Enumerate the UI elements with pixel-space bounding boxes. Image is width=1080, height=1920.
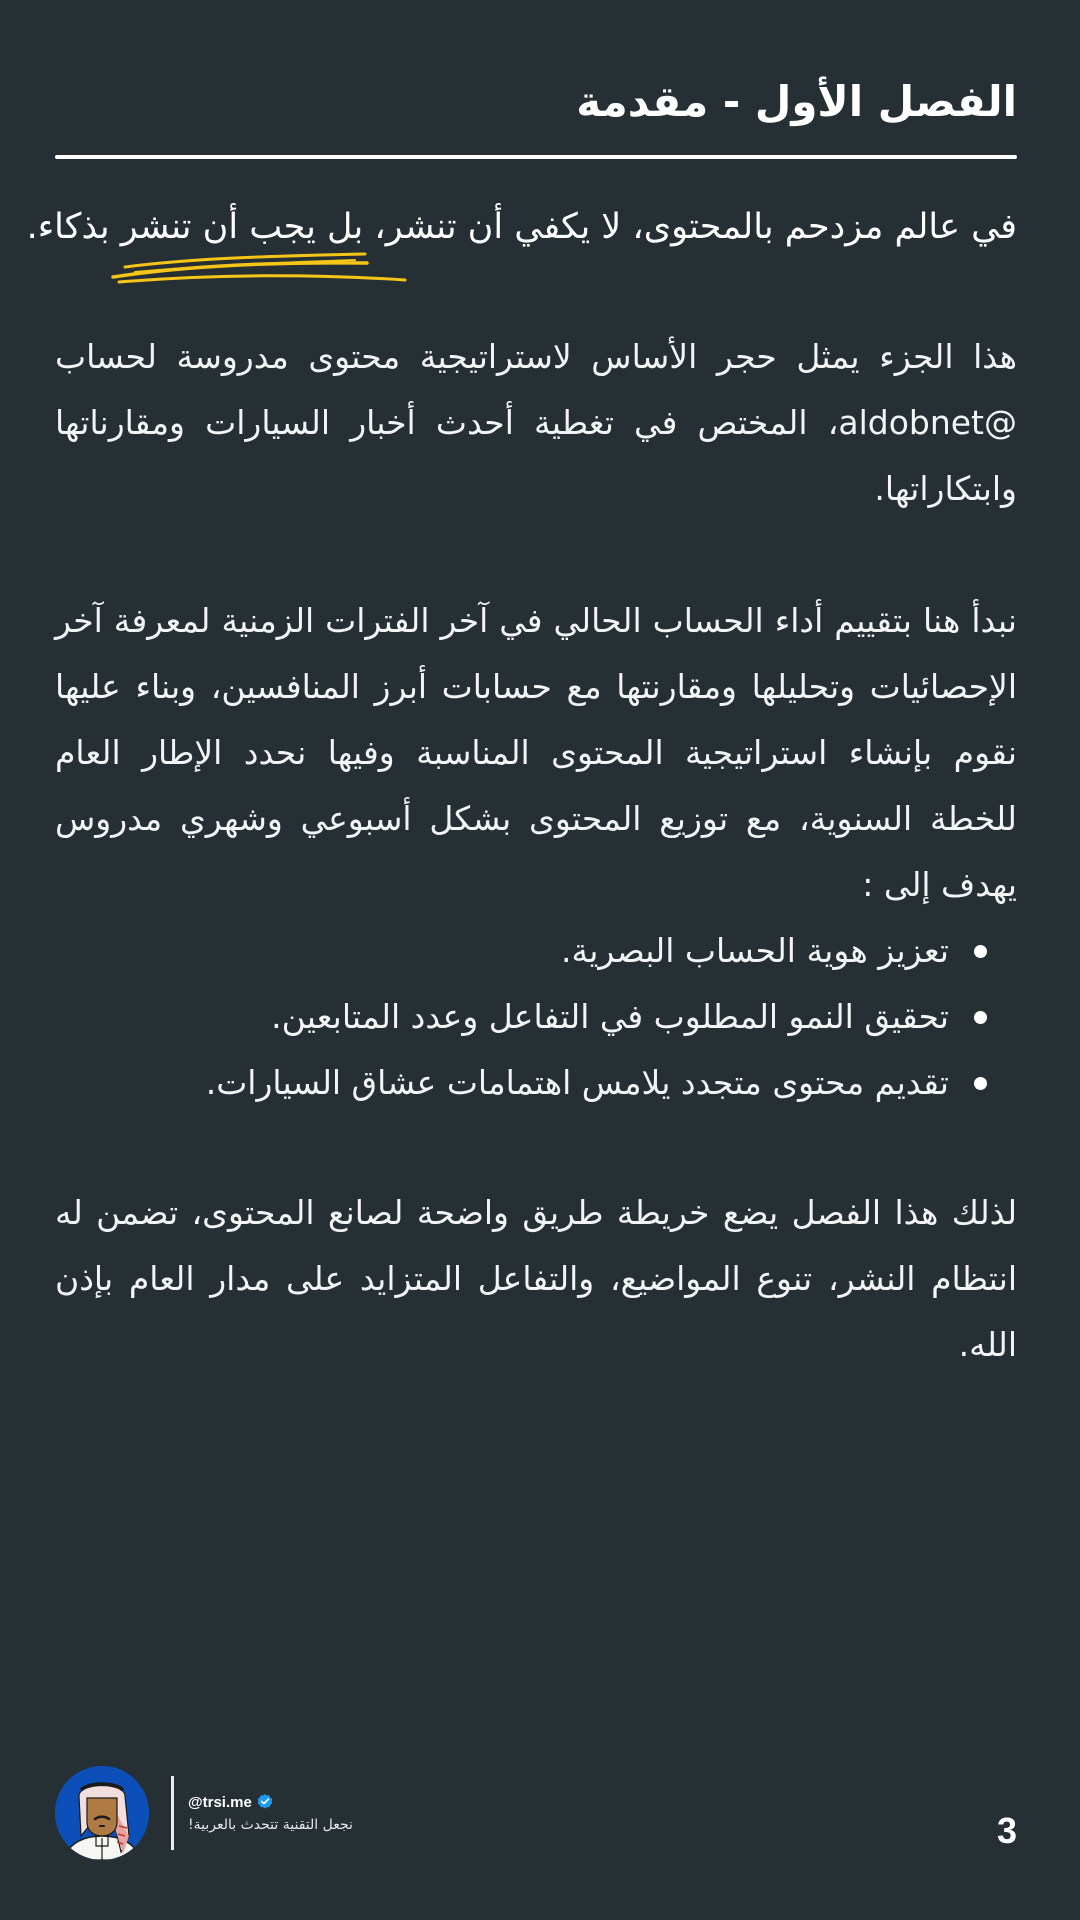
handle-row	[188, 1793, 353, 1811]
bullet-icon	[974, 1011, 987, 1024]
goal-item	[55, 1050, 1017, 1116]
goal-item	[55, 918, 1017, 984]
bullet-icon	[974, 945, 987, 958]
goal-text: تقديم محتوى متجدد يلامس اهتمامات عشاق السيارات.	[205, 1063, 949, 1102]
author-tagline: نجعل التقنية تتحدث بالعربية!	[188, 1817, 353, 1833]
goal-item	[55, 984, 1017, 1050]
author-footer	[55, 1765, 353, 1861]
goal-text: تعزيز هوية الحساب البصرية.	[561, 931, 949, 970]
bullet-icon	[974, 1077, 987, 1090]
chapter-title: الفصل الأول - مقدمة	[576, 77, 1017, 126]
conclusion-paragraph: لذلك هذا الفصل يضع خريطة طريق واضحة لصانع المحتوى، تضمن له انتظام النشر، تنوع المواضيع، والتفاعل المتزايد على مدار العام بإذن الله.	[55, 1193, 1017, 1364]
verified-badge-icon	[256, 1793, 274, 1811]
avatar	[55, 1766, 149, 1860]
page-number: 3	[996, 1810, 1017, 1851]
author-handle: @trsi.me	[188, 1793, 252, 1811]
goals-list	[55, 918, 1017, 1116]
title-divider	[55, 155, 1017, 159]
goal-text: تحقيق النمو المطلوب في التفاعل وعدد المتابعين.	[271, 997, 949, 1036]
intro-paragraph: هذا الجزء يمثل حجر الأساس لاستراتيجية محتوى مدروسة لحساب @aldobnet، المختص في تغطية أحدث أخبار السيارات ومقارناتها وابتكاراتها.	[55, 337, 1017, 508]
highlight-scribble-icon	[105, 250, 415, 290]
avatar-illustration-icon	[55, 1766, 149, 1860]
lead-sentence: في عالم مزدحم بالمحتوى، لا يكفي أن تنشر، بل يجب أن تنشر بذكاء.	[26, 207, 1017, 247]
document-page	[26, 0, 1017, 1920]
author-info	[188, 1793, 353, 1833]
footer-divider	[171, 1776, 174, 1850]
evaluation-paragraph: نبدأ هنا بتقييم أداء الحساب الحالي في آخر الفترات الزمنية لمعرفة آخر الإحصائيات وتحليلها ومقارنتها مع حسابات أبرز المنافسين، وبناء عليها نقوم بإنشاء استراتيجية المحتوى المناسبة وفيها نحدد الإطار العام للخطة السنوية، مع توزيع المحتوى بشكل أسبوعي وشهري مدروس يهدف إلى :	[55, 601, 1017, 904]
